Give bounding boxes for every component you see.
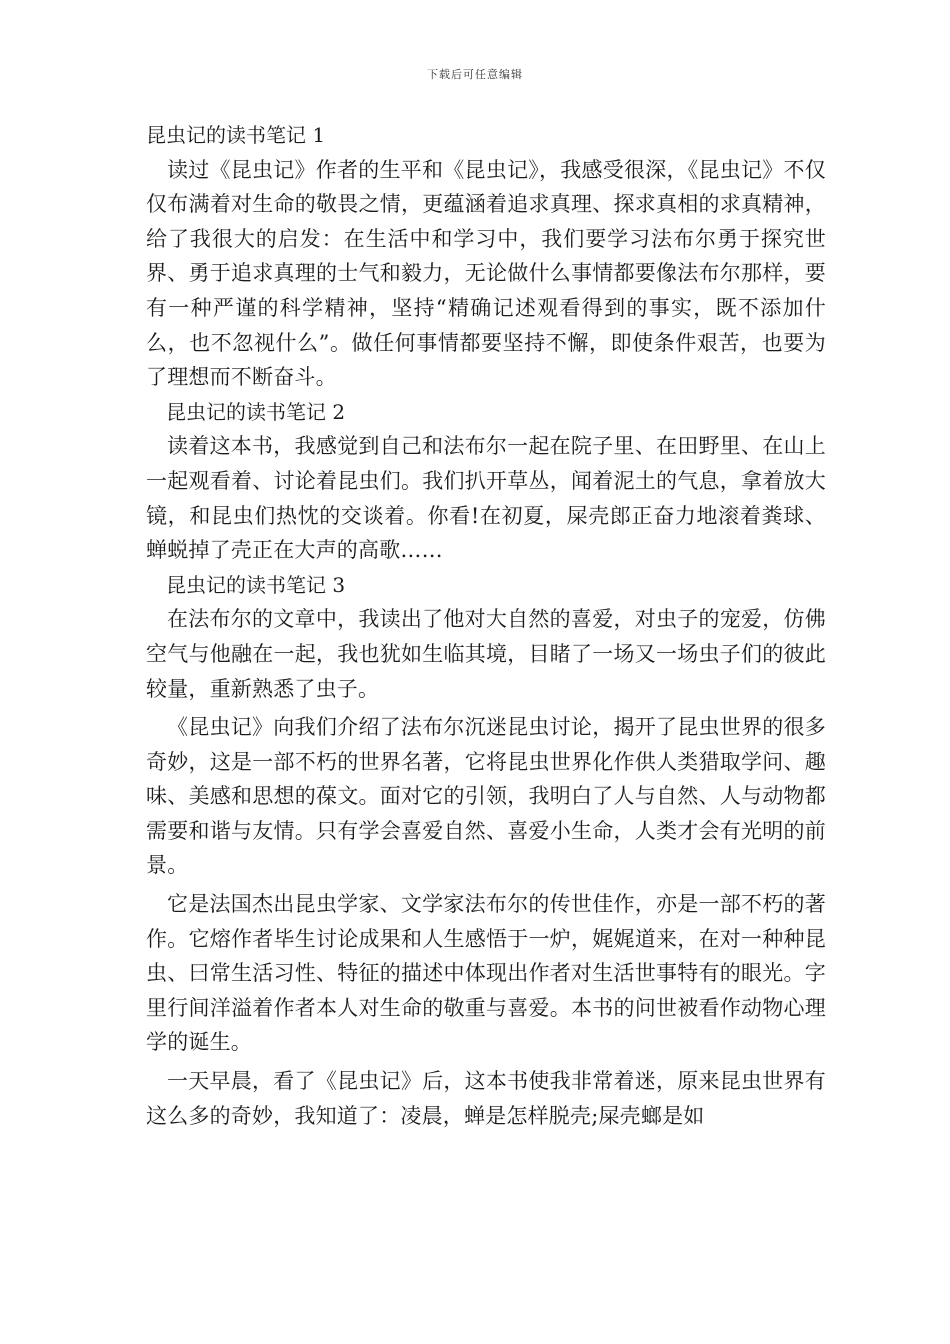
section-1-paragraph-1: 读过《昆虫记》作者的生平和《昆虫记》，我感受很深，《昆虫记》不仅仅布满着对生命的敬畏之情，更蕴涵着追求真理、探求真相的求真精神，给了我很大的启发：在生活中和学习中，我们要学习法布尔勇于探究世界、勇于追求真理的士气和毅力，无论做什么事情都要像法布尔那样，要有一种严谨的科学精神，坚持“精确记述观看得到的事实，既不添加什么，也不忽视什么”。做任何事情都要坚持不懈，即使条件艰苦，也要为了理想而不断奋斗。 — [146, 157, 826, 390]
document-body — [146, 118, 826, 1133]
section-3-paragraph-3: 它是法国杰出昆虫学家、文学家法布尔的传世佳作，亦是一部不朽的著作。它熔作者毕生讨论成果和人生感悟于一炉，娓娓道来，在对一种种昆虫、曰常生活习性、特征的描述中体现出作者对生活世事特有的眼光。字里行间洋溢着作者本人对生命的敬重与喜爱。本书的问世被看作动物心理学的诞生。 — [146, 892, 826, 1055]
page-header: 下载后可任意编辑 — [427, 68, 523, 81]
section-title-3: 昆虫记的读书笔记 3 — [166, 572, 346, 597]
section-3-paragraph-1: 在法布尔的文章中，我读出了他对大自然的喜爱，对虫子的宠爱，仿佛空气与他融在一起，我也犹如生临其境，目睹了一场又一场虫子们的彼此较量，重新熟悉了虫子。 — [146, 607, 826, 701]
section-3-paragraph-4: 一天早晨，看了《昆虫记》后，这本书使我非常着迷，原来昆虫世界有这么多的奇妙，我知道了：凌晨，蝉是怎样脱壳;屎壳螂是如 — [146, 1069, 826, 1128]
section-title-2: 昆虫记的读书笔记 2 — [166, 399, 346, 424]
section-2-paragraph-1: 读着这本书，我感觉到自己和法布尔一起在院子里、在田野里、在山上一起观看着、讨论着昆虫们。我们扒开草丛，闻着泥土的气息，拿着放大镜，和昆虫们热忱的交谈着。你看!在初夏，屎壳郎正奋力地滚着粪球、蝉蜕掉了壳正在大声的高歌…… — [146, 434, 826, 563]
section-3-paragraph-2: 《昆虫记》向我们介绍了法布尔沉迷昆虫讨论，揭开了昆虫世界的很多奇妙，这是一部不朽的世界名著，它将昆虫世界化作供人类猎取学问、趣味、美感和思想的葆文。面对它的引领，我明白了人与自然、人与动物都需要和谐与友情。只有学会喜爱自然、喜爱小生命，人类才会有光明的前景。 — [146, 715, 826, 878]
section-title-1: 昆虫记的读书笔记 1 — [146, 123, 326, 147]
